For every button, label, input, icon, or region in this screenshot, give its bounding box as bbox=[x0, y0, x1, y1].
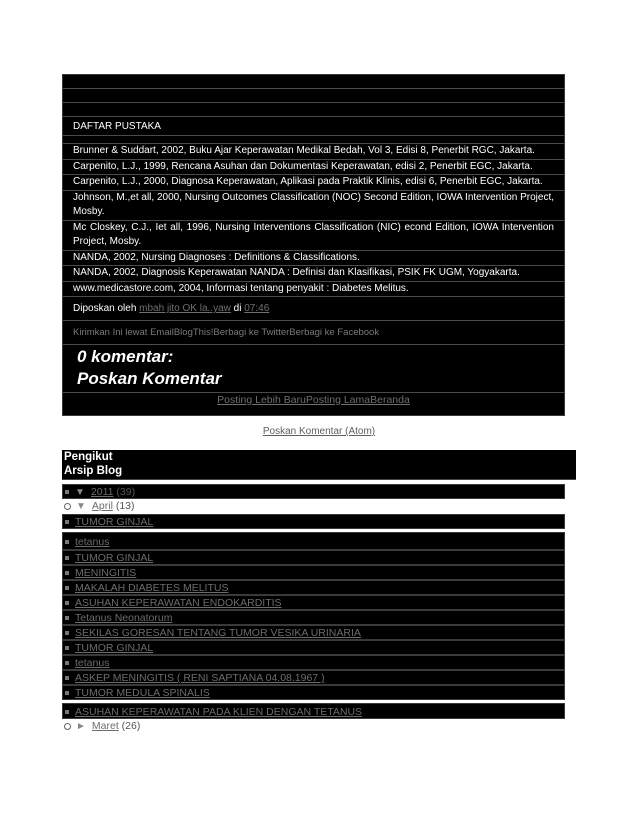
month-link[interactable]: Maret bbox=[91, 720, 119, 732]
bullet-icon bbox=[65, 571, 69, 575]
reference-item: Johnson, M.,et all, 2000, Nursing Outcomes Classification (NOC) Second Edition, IOWA Intervention Project, Mosby. bbox=[63, 191, 564, 221]
bullet-icon bbox=[65, 631, 69, 635]
spacer-row bbox=[63, 136, 564, 144]
archive-post-link[interactable]: TUMOR GINJAL bbox=[75, 552, 154, 564]
month-count: (26) bbox=[121, 720, 141, 732]
archive-post-item bbox=[62, 532, 565, 550]
archive-post-link[interactable]: TUMOR GINJAL bbox=[75, 516, 154, 528]
post-comment-heading: Poskan Komentar bbox=[77, 369, 222, 388]
reference-item: NANDA, 2002, Nursing Diagnoses : Definitions & Classifications. bbox=[63, 251, 564, 267]
empty-row bbox=[63, 75, 564, 89]
circle-bullet-icon bbox=[64, 503, 71, 510]
posted-by-label: Diposkan oleh bbox=[73, 303, 137, 314]
archive-post-item bbox=[62, 670, 565, 685]
bullet-icon bbox=[65, 586, 69, 590]
home-link[interactable]: Beranda bbox=[370, 394, 410, 406]
atom-feed-link[interactable]: Poskan Komentar (Atom) bbox=[262, 426, 376, 437]
archive-post-link[interactable]: ASUHAN KEPERAWATAN ENDOKARDITIS bbox=[75, 597, 282, 609]
archive-post-item bbox=[62, 625, 565, 640]
reference-item: Carpenito, L.J., 2000, Diagnosa Keperawatan, Aplikasi pada Praktik Klinis, edisi 6, Penerbit EGC, Jakarta. bbox=[63, 175, 564, 191]
archive-post-link[interactable]: MENINGITIS bbox=[75, 567, 137, 579]
archive-post-link[interactable]: ASUHAN KEPERAWATAN PADA KLIEN DENGAN TETANUS bbox=[75, 706, 363, 718]
reference-item: NANDA, 2002, Diagnosis Keperawatan NANDA : Definisi dan Klasifikasi, PSIK FK UGM, Yogyakarta. bbox=[63, 266, 564, 282]
archive-year bbox=[62, 484, 565, 499]
bullet-icon bbox=[65, 490, 69, 494]
year-link[interactable]: 2011 bbox=[90, 486, 114, 498]
archive-post-link[interactable]: Tetanus Neonatorum bbox=[75, 612, 173, 624]
archive-post-link[interactable]: ASKEP MENINGITIS ( RENI SAPTIANA 04.08.1967 ) bbox=[75, 672, 325, 684]
bullet-icon bbox=[65, 646, 69, 650]
circle-bullet-icon bbox=[64, 723, 71, 730]
archive-post-link[interactable]: MAKALAH DIABETES MELITUS bbox=[75, 582, 229, 594]
atom-feed bbox=[0, 426, 638, 437]
reference-item: Carpenito, L.J., 1999, Rencana Asuhan dan Dokumentasi Keperawatan, edisi 2, Penerbit EGC, Jakarta. bbox=[63, 160, 564, 176]
archive-post-item bbox=[62, 640, 565, 655]
bullet-icon bbox=[65, 556, 69, 560]
share-links[interactable]: Kirimkan Ini lewat EmailBlogThis!Berbagi ke TwitterBerbagi ke Facebook bbox=[63, 321, 564, 345]
empty-row bbox=[63, 89, 564, 103]
post-byline bbox=[63, 297, 564, 321]
bullet-icon bbox=[65, 710, 69, 714]
older-post-link[interactable]: Posting Lama bbox=[305, 394, 371, 406]
bullet-icon bbox=[65, 691, 69, 695]
blog-archive bbox=[62, 484, 565, 734]
followers-heading: Pengikut bbox=[62, 450, 576, 464]
post-navigation bbox=[63, 392, 564, 406]
archive-heading: Arsip Blog bbox=[62, 464, 576, 480]
archive-month-collapsed bbox=[62, 719, 565, 734]
archive-post-item bbox=[62, 514, 565, 529]
month-link[interactable]: April bbox=[91, 500, 113, 512]
bullet-icon bbox=[65, 661, 69, 665]
toggle-icon[interactable]: ▼ bbox=[76, 501, 86, 512]
at-label: di bbox=[233, 303, 242, 314]
archive-post-item bbox=[62, 703, 565, 719]
bullet-icon bbox=[65, 601, 69, 605]
archive-post-link[interactable]: tetanus bbox=[75, 536, 110, 548]
archive-post-item bbox=[62, 610, 565, 625]
bullet-icon bbox=[65, 520, 69, 524]
newer-post-link[interactable]: Posting Lebih Baru bbox=[217, 394, 306, 406]
archive-post-link[interactable]: SEKILAS GORESAN TENTANG TUMOR VESIKA URINARIA bbox=[75, 627, 361, 639]
archive-post-item bbox=[62, 565, 565, 580]
empty-row bbox=[63, 103, 564, 117]
toggle-icon[interactable]: ▼ bbox=[75, 487, 85, 498]
archive-post-item bbox=[62, 685, 565, 700]
year-count: (39) bbox=[116, 486, 136, 498]
author-link[interactable]: mbah jito OK la..yaw bbox=[139, 303, 231, 314]
month-count: (13) bbox=[115, 500, 135, 512]
archive-post-item bbox=[62, 580, 565, 595]
archive-post-item bbox=[62, 550, 565, 565]
archive-post-item bbox=[62, 595, 565, 610]
comment-count: 0 komentar: bbox=[77, 347, 174, 366]
references-heading: DAFTAR PUSTAKA bbox=[63, 117, 564, 136]
archive-post-link[interactable]: tetanus bbox=[75, 657, 110, 669]
bullet-icon bbox=[65, 540, 69, 544]
archive-post-link[interactable]: TUMOR GINJAL bbox=[75, 642, 154, 654]
reference-item: Brunner & Suddart, 2002, Buku Ajar Keperawatan Medikal Bedah, Vol 3, Edisi 8, Penerbit RGC, Jakarta. bbox=[63, 144, 564, 160]
blog-post bbox=[62, 74, 565, 416]
bullet-icon bbox=[65, 616, 69, 620]
reference-item: www.medicastore.com, 2004, Informasi tentang penyakit : Diabetes Melitus. bbox=[63, 282, 564, 298]
archive-post-link[interactable]: TUMOR MEDULA SPINALIS bbox=[75, 687, 210, 699]
post-time-link[interactable]: 07:46 bbox=[244, 303, 270, 314]
bullet-icon bbox=[65, 676, 69, 680]
toggle-icon[interactable]: ► bbox=[76, 721, 86, 732]
archive-month bbox=[62, 499, 565, 514]
reference-item: Mc Closkey, C.J., Iet all, 1996, Nursing Interventions Classification (NIC) econd Edition, IOWA Intervention Project, Mosby. bbox=[63, 221, 564, 251]
archive-post-item bbox=[62, 655, 565, 670]
